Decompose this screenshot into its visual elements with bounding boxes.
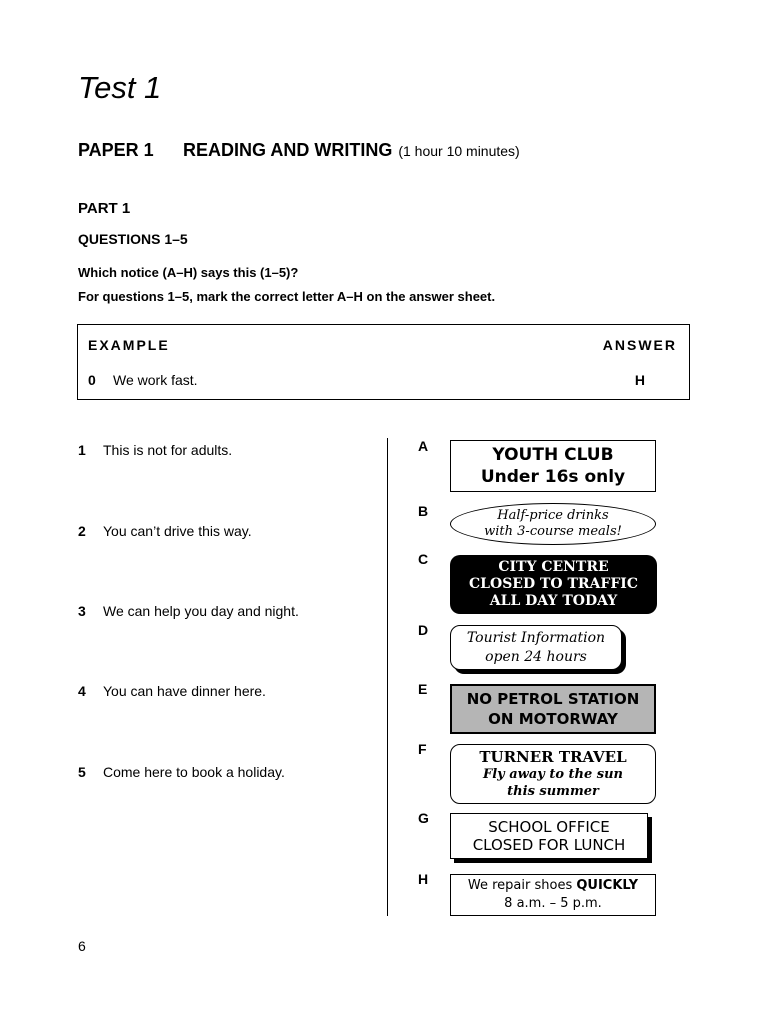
notice-letter-c: C [418, 551, 429, 567]
notice-line: Fly away to the sun [482, 766, 624, 782]
example-answer: H [634, 372, 645, 388]
notice-g [450, 813, 648, 859]
page-number: 6 [78, 938, 86, 954]
notice-c [450, 555, 657, 614]
notice-line: ON MOTORWAY [488, 710, 618, 728]
part-heading: PART 1 [78, 200, 131, 217]
notice-line: SCHOOL OFFICE [488, 818, 610, 836]
questions-range: QUESTIONS 1–5 [78, 231, 188, 247]
notice-letter-h: H [418, 871, 429, 887]
paper-name: READING AND WRITING [183, 140, 393, 160]
example-box [77, 324, 690, 400]
column-divider [387, 438, 388, 916]
notice-line: Tourist Information [466, 629, 606, 646]
question-number: 2 [78, 523, 86, 539]
notice-line: with 3-course meals! [484, 524, 622, 539]
instruction-line: Which notice (A–H) says this (1–5)? [78, 265, 299, 280]
notice-letter-f: F [418, 741, 427, 757]
answer-label: ANSWER [602, 337, 677, 353]
notice-letter-g: G [418, 810, 429, 826]
paper-duration: (1 hour 10 minutes) [398, 143, 520, 159]
question-text: Come here to book a holiday. [103, 764, 285, 780]
notice-line: NO PETROL STATION [466, 690, 640, 708]
notice-line: CLOSED FOR LUNCH [472, 836, 626, 854]
notice-line: ALL DAY TODAY [489, 593, 618, 609]
notice-line: TURNER TRAVEL [479, 747, 627, 766]
notice-line: Under 16s only [480, 467, 626, 487]
notice-line: YOUTH CLUB [492, 445, 614, 465]
test-title: Test 1 [78, 70, 162, 105]
notice-line: Half-price drinks [497, 508, 609, 523]
notice-e [450, 684, 656, 734]
notice-text: We repair shoes [467, 878, 577, 893]
question-number: 5 [78, 764, 86, 780]
question-number: 1 [78, 442, 86, 458]
notice-line: 8 a.m. – 5 p.m. [504, 896, 602, 911]
question-number: 4 [78, 683, 86, 699]
notice-letter-a: A [418, 438, 429, 454]
question-text: You can have dinner here. [103, 683, 266, 699]
notice-line [451, 877, 655, 895]
notice-a [450, 440, 656, 492]
question-text: You can’t drive this way. [103, 523, 252, 539]
notice-emphasis: QUICKLY [576, 878, 639, 893]
notice-letter-d: D [418, 622, 429, 638]
notice-line: CITY CENTRE [498, 559, 609, 575]
question-text: This is not for adults. [103, 442, 233, 458]
instruction-line: For questions 1–5, mark the correct letter A–H on the answer sheet. [78, 289, 496, 304]
notice-line: this summer [507, 783, 599, 799]
notice-h [450, 874, 656, 916]
example-text: We work fast. [113, 372, 198, 388]
example-label: EXAMPLE [88, 337, 170, 353]
example-number: 0 [88, 372, 96, 388]
paper-number: PAPER 1 [78, 140, 154, 160]
notice-letter-b: B [418, 503, 429, 519]
paper-heading [78, 140, 520, 161]
question-number: 3 [78, 603, 86, 619]
question-text: We can help you day and night. [103, 603, 299, 619]
notice-line: open 24 hours [485, 648, 587, 665]
notice-d [450, 625, 622, 670]
notice-f [450, 744, 656, 804]
notice-b [450, 503, 656, 545]
notice-letter-e: E [418, 681, 428, 697]
notice-line: CLOSED TO TRAFFIC [469, 576, 638, 592]
